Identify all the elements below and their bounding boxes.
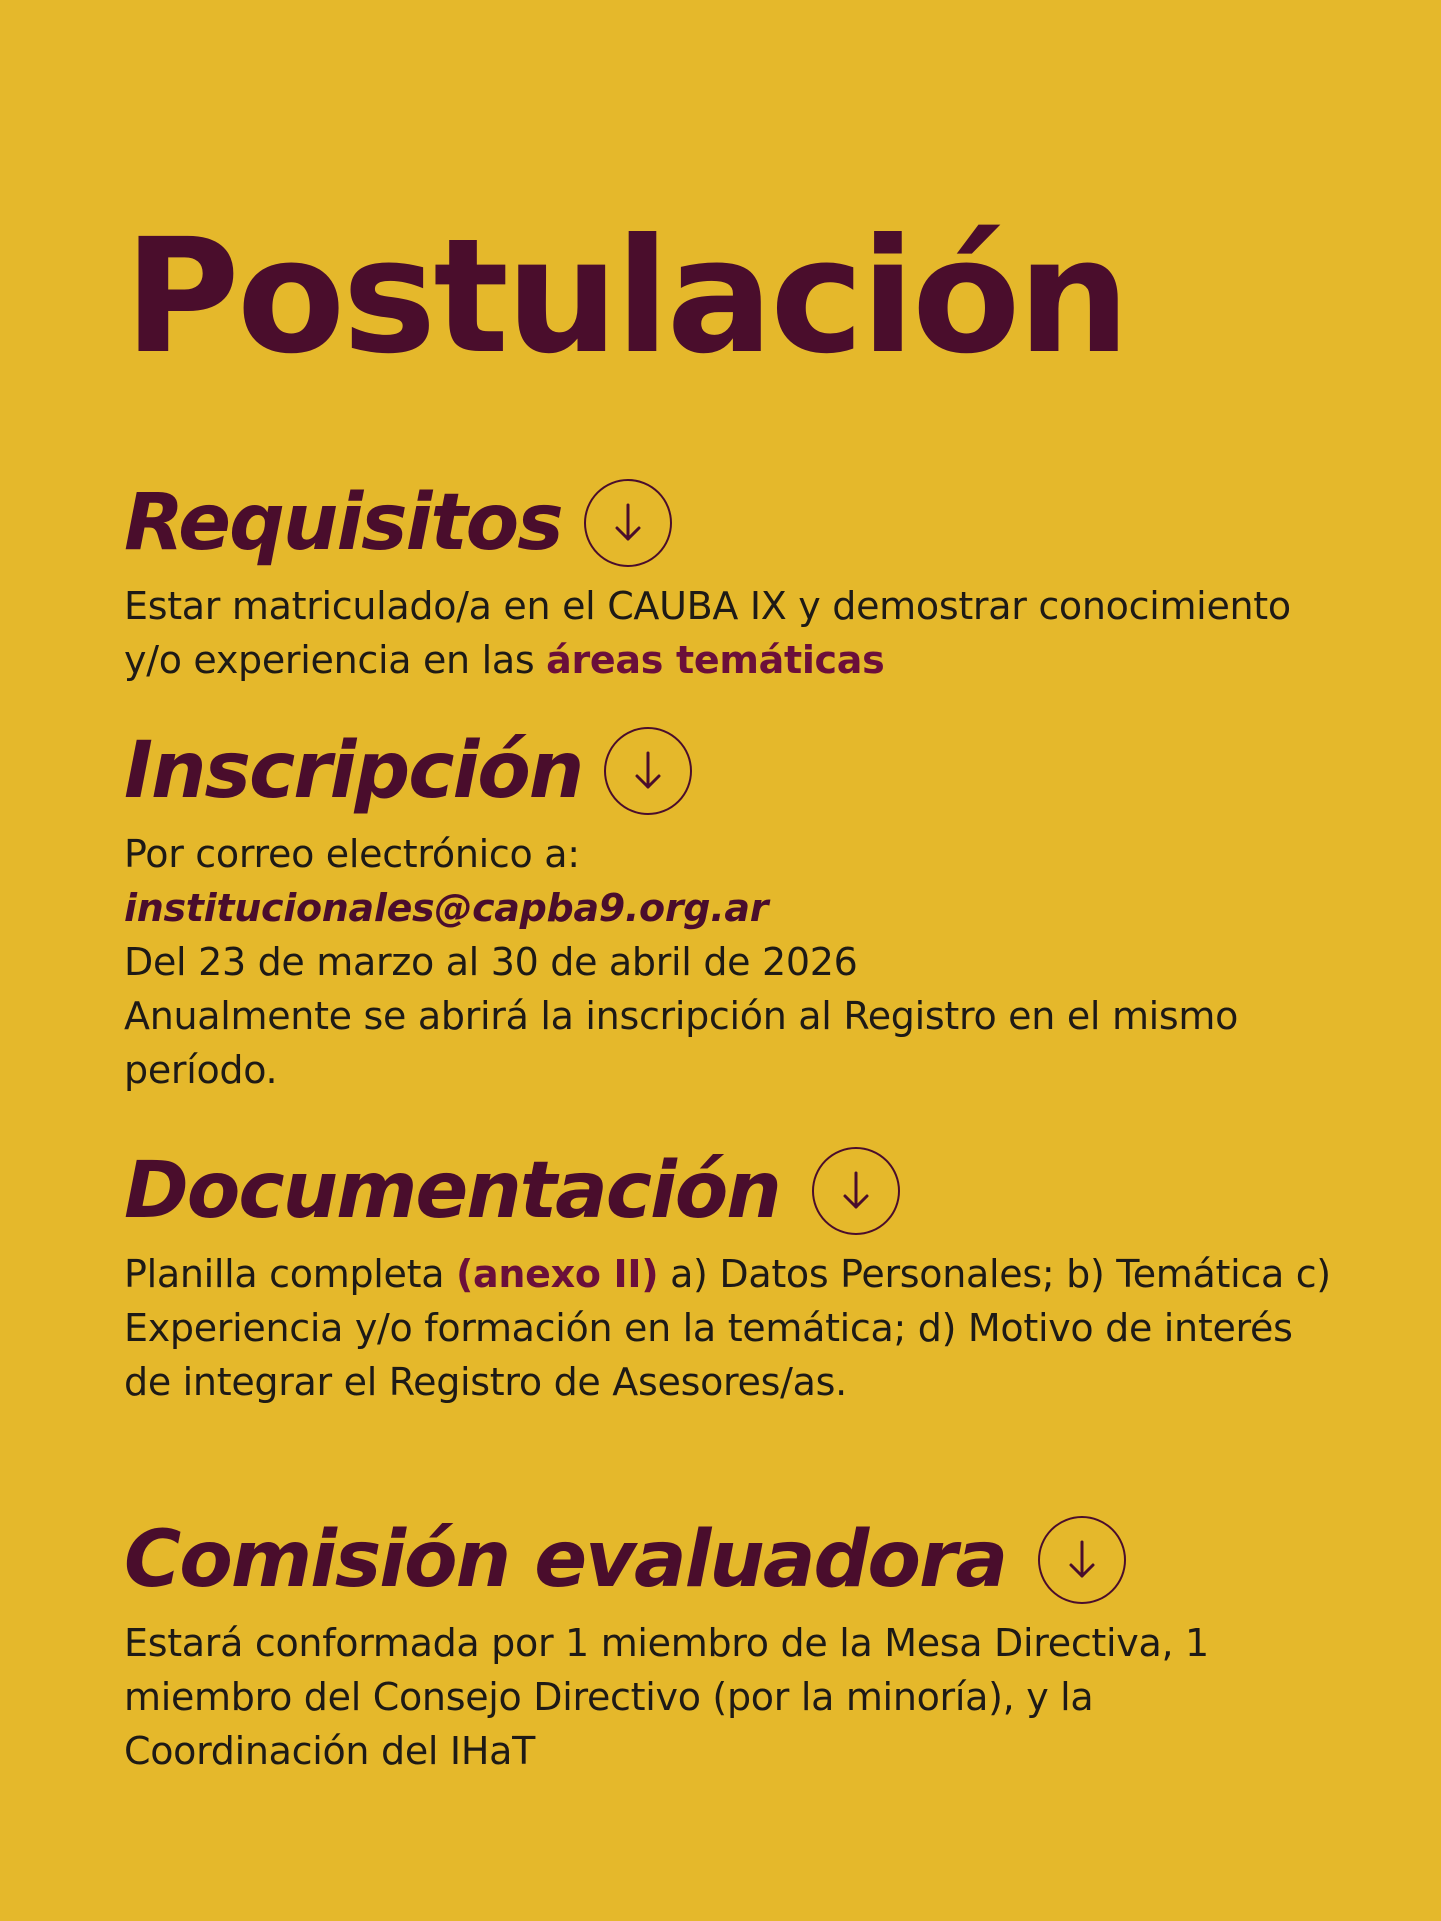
section-header <box>124 475 1344 571</box>
section-documentacion <box>124 1143 1344 1409</box>
arrow-down-icon <box>608 501 648 545</box>
areas-tematicas-link[interactable]: áreas temáticas <box>546 638 885 682</box>
anexo-link[interactable]: (anexo II) <box>455 1252 659 1296</box>
section-body-requisitos <box>124 579 1344 687</box>
documentacion-text-end: a) Datos Personales; b) Temática c) Experiencia y/o formación en la temática; d) Motivo de interés de integrar el Registro de Asesores/as. <box>124 1252 1331 1404</box>
expand-inscripcion-button[interactable] <box>604 727 692 815</box>
requisitos-text: Estar matriculado/a en el CAUBA IX y demostrar conocimiento y/o experiencia en las <box>124 584 1291 682</box>
section-title-comision: Comisión evaluadora <box>124 1515 1007 1605</box>
section-body-documentacion <box>124 1247 1344 1409</box>
section-requisitos <box>124 475 1344 687</box>
email-link[interactable]: institucionales@capba9.org.ar <box>124 886 769 930</box>
section-title-documentacion: Documentación <box>124 1146 780 1236</box>
inscripcion-note: Anualmente se abrirá la inscripción al Registro en el mismo período. <box>124 994 1239 1092</box>
section-body-comision <box>124 1616 1344 1778</box>
arrow-down-icon <box>628 749 668 793</box>
section-comision <box>124 1512 1344 1778</box>
arrow-down-icon <box>836 1169 876 1213</box>
section-body-inscripcion <box>124 827 1344 1097</box>
section-inscripcion <box>124 723 1344 1097</box>
section-header <box>124 1143 1344 1239</box>
section-title-inscripcion: Inscripción <box>124 726 583 816</box>
inscripcion-dates: Del 23 de marzo al 30 de abril de 2026 <box>124 940 858 984</box>
arrow-down-icon <box>1062 1538 1102 1582</box>
page-title: Postulación <box>124 205 1128 389</box>
expand-comision-button[interactable] <box>1038 1516 1126 1604</box>
documentacion-text-start: Planilla completa <box>124 1252 456 1296</box>
requisitos-paragraph <box>124 579 1344 687</box>
inscripcion-email-line <box>124 881 1344 935</box>
section-header <box>124 723 1344 819</box>
inscripcion-intro: Por correo electrónico a: <box>124 832 580 876</box>
comision-paragraph: Estará conformada por 1 miembro de la Mesa Directiva, 1 miembro del Consejo Directivo (por la minoría), y la Coordinación del IHaT <box>124 1621 1209 1773</box>
expand-requisitos-button[interactable] <box>584 479 672 567</box>
section-header <box>124 1512 1344 1608</box>
section-title-requisitos: Requisitos <box>124 478 562 568</box>
expand-documentacion-button[interactable] <box>812 1147 900 1235</box>
documentacion-paragraph <box>124 1247 1344 1409</box>
